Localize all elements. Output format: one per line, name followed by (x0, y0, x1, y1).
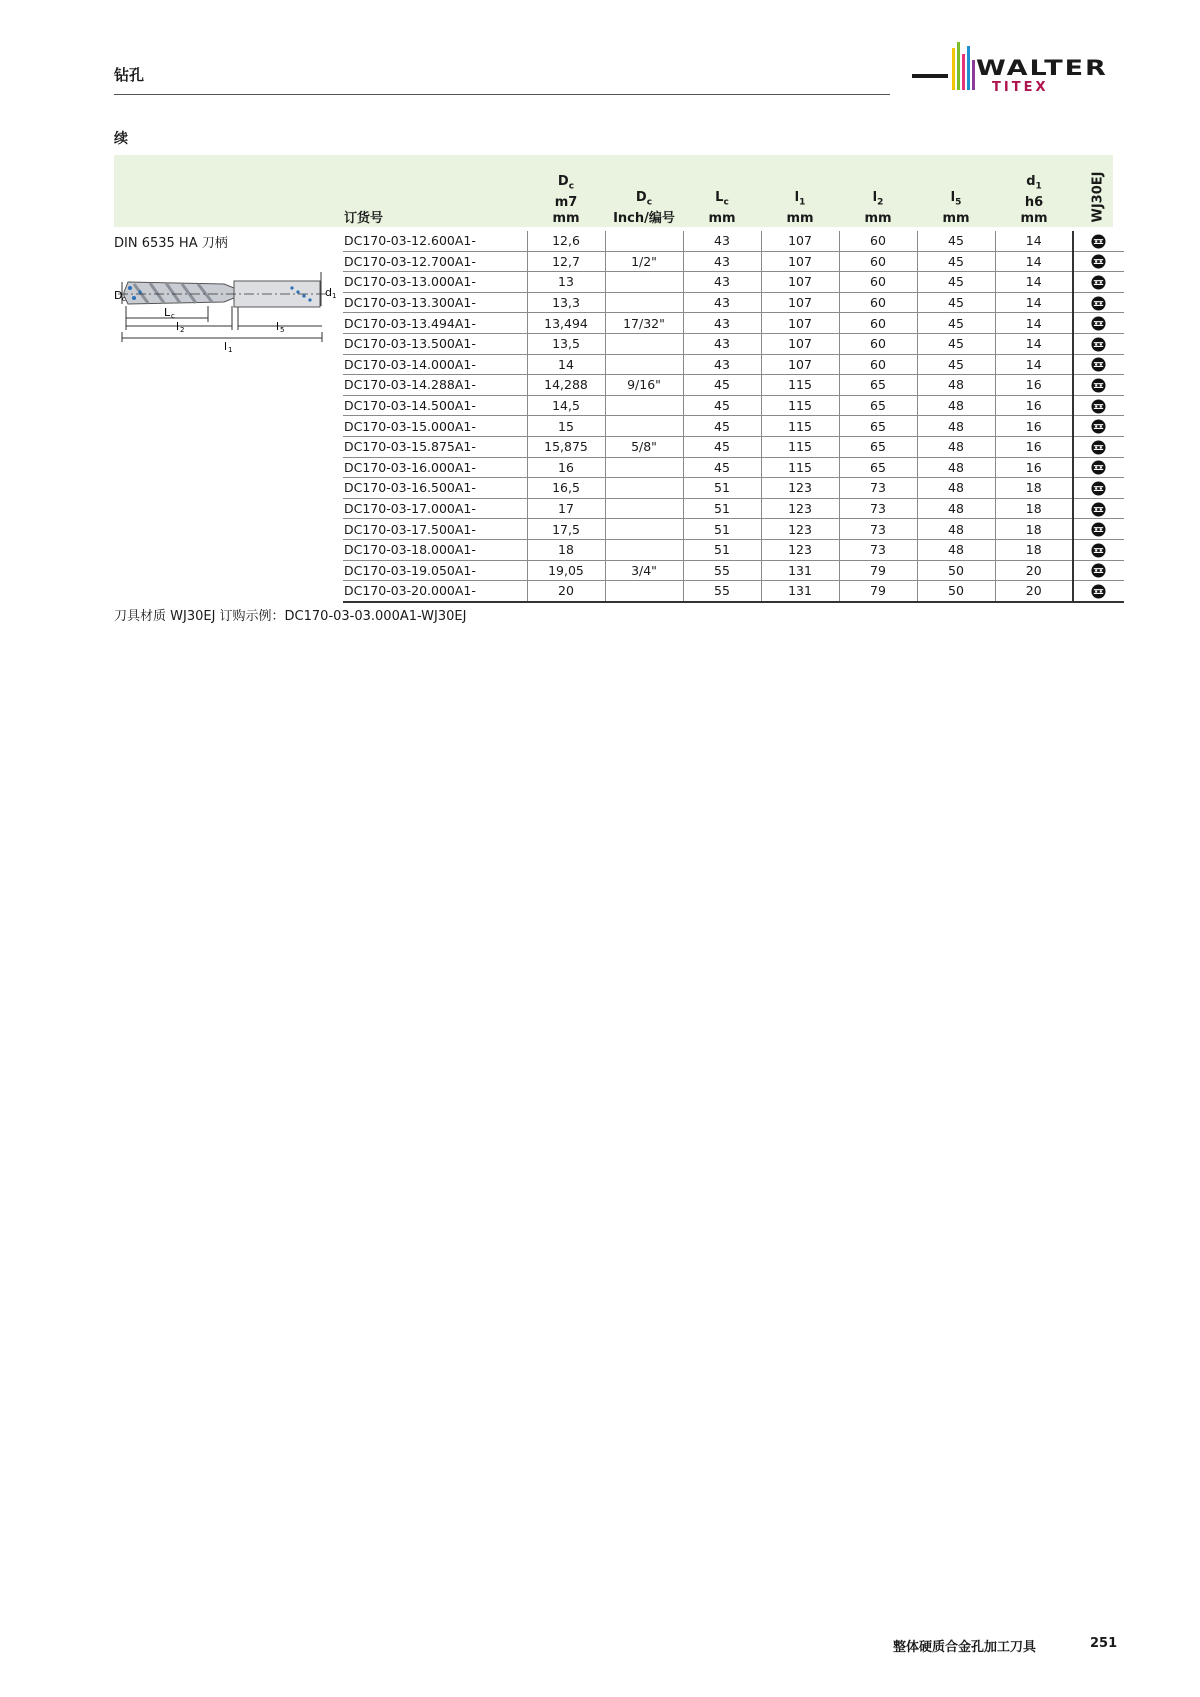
cell-dc-inch: 17/32" (605, 313, 683, 334)
cell-order-code: DC170-03-13.500A1- (343, 333, 527, 354)
cell-l2: 79 (839, 560, 917, 581)
cell-grade (1073, 519, 1124, 540)
grade-available-icon (1091, 501, 1106, 516)
cell-dc-inch (605, 457, 683, 478)
cell-dc-inch (605, 395, 683, 416)
cell-lc: 45 (683, 375, 761, 396)
cell-l1: 107 (761, 354, 839, 375)
dim-l1-sub: 1 (228, 346, 233, 354)
cell-d1: 14 (995, 272, 1073, 293)
cell-dc-inch (605, 416, 683, 437)
col-dc-m7-sub: c (568, 182, 575, 192)
cell-order-code: DC170-03-13.300A1- (343, 292, 527, 313)
col-grade (1073, 155, 1124, 231)
cell-l2: 60 (839, 251, 917, 272)
col-dc-inch-sub: c (646, 198, 653, 208)
col-order: 订货号 (344, 211, 384, 226)
cell-l5: 45 (917, 292, 995, 313)
col-dc-m7-unit: mm (552, 211, 580, 226)
cell-lc: 45 (683, 436, 761, 457)
col-dc-m7 (527, 155, 605, 231)
col-lc-sub: c (723, 198, 729, 208)
col-l5-sub: 5 (955, 198, 962, 208)
dim-dc-label: D (114, 289, 123, 302)
cell-dc-mm: 20 (527, 581, 605, 602)
cell-grade (1073, 416, 1124, 437)
col-d1 (995, 155, 1073, 231)
shank-type-label: DIN 6535 HA 刀柄 (114, 236, 228, 251)
cell-lc: 55 (683, 560, 761, 581)
cell-lc: 43 (683, 251, 761, 272)
cell-d1: 14 (995, 354, 1073, 375)
cell-dc-mm: 16,5 (527, 478, 605, 499)
cell-grade (1073, 292, 1124, 313)
col-l2-sym: l (872, 190, 878, 206)
cell-order-code: DC170-03-15.875A1- (343, 436, 527, 457)
logo-dash (912, 74, 948, 78)
cell-grade (1073, 313, 1124, 334)
col-d1-sub: 1 (1035, 182, 1042, 192)
table-row (343, 519, 1124, 540)
cell-l2: 73 (839, 519, 917, 540)
cell-dc-mm: 12,6 (527, 231, 605, 251)
cell-order-code: DC170-03-15.000A1- (343, 416, 527, 437)
cell-dc-inch (605, 519, 683, 540)
cell-lc: 45 (683, 395, 761, 416)
cell-l2: 65 (839, 416, 917, 437)
table-row (343, 395, 1124, 416)
cell-l5: 45 (917, 333, 995, 354)
cell-lc: 43 (683, 333, 761, 354)
page-footer-label: 整体硬质合金孔加工刀具 (893, 1640, 1037, 1655)
cell-l1: 115 (761, 395, 839, 416)
cell-l1: 123 (761, 519, 839, 540)
cell-lc: 43 (683, 292, 761, 313)
col-l1-sub: 1 (799, 198, 806, 208)
table-row (343, 251, 1124, 272)
cell-order-code: DC170-03-16.000A1- (343, 457, 527, 478)
table-row (343, 272, 1124, 293)
cell-l2: 65 (839, 457, 917, 478)
dim-l5-label: l (276, 320, 280, 333)
cell-l5: 48 (917, 539, 995, 560)
cell-dc-mm: 14 (527, 354, 605, 375)
cell-order-code: DC170-03-20.000A1- (343, 581, 527, 602)
cell-dc-mm: 13,3 (527, 292, 605, 313)
table-row (343, 231, 1124, 251)
cell-d1: 20 (995, 560, 1073, 581)
cell-l5: 48 (917, 416, 995, 437)
cell-l5: 50 (917, 581, 995, 602)
cell-l1: 115 (761, 416, 839, 437)
cell-grade (1073, 436, 1124, 457)
col-dc-inch-unit: Inch/编号 (613, 211, 675, 226)
table-row (343, 375, 1124, 396)
cell-dc-inch (605, 478, 683, 499)
cell-l1: 123 (761, 478, 839, 499)
cell-l5: 45 (917, 231, 995, 251)
cell-dc-mm: 12,7 (527, 251, 605, 272)
cell-order-code: DC170-03-12.700A1- (343, 251, 527, 272)
col-l1-unit: mm (786, 211, 814, 226)
cell-d1: 16 (995, 436, 1073, 457)
cell-lc: 51 (683, 519, 761, 540)
cell-l2: 60 (839, 231, 917, 251)
dim-l2-sub: 2 (180, 326, 185, 334)
table-row (343, 436, 1124, 457)
grade-available-icon (1091, 233, 1106, 248)
cell-dc-mm: 13 (527, 272, 605, 293)
cell-l5: 48 (917, 519, 995, 540)
cell-order-code: DC170-03-14.000A1- (343, 354, 527, 375)
table-row (343, 313, 1124, 334)
grade-available-icon (1091, 377, 1106, 392)
cell-l1: 123 (761, 498, 839, 519)
cell-l1: 131 (761, 581, 839, 602)
cell-d1: 16 (995, 375, 1073, 396)
cell-lc: 51 (683, 539, 761, 560)
cell-dc-mm: 17 (527, 498, 605, 519)
cell-d1: 14 (995, 251, 1073, 272)
cell-l1: 107 (761, 251, 839, 272)
col-l2-sub: 2 (877, 198, 884, 208)
table-row (343, 539, 1124, 560)
cell-dc-mm: 18 (527, 539, 605, 560)
cell-dc-inch (605, 354, 683, 375)
logo-bar-4 (967, 46, 970, 90)
table-row (343, 416, 1124, 437)
cell-lc: 43 (683, 354, 761, 375)
cell-dc-inch (605, 292, 683, 313)
cell-dc-inch (605, 581, 683, 602)
cell-order-code: DC170-03-13.494A1- (343, 313, 527, 334)
cell-dc-mm: 13,5 (527, 333, 605, 354)
cell-d1: 16 (995, 457, 1073, 478)
cell-grade (1073, 498, 1124, 519)
cell-l2: 65 (839, 375, 917, 396)
cell-l5: 45 (917, 251, 995, 272)
cell-l2: 60 (839, 292, 917, 313)
grade-available-icon (1091, 418, 1106, 433)
cell-grade (1073, 272, 1124, 293)
cell-l2: 73 (839, 539, 917, 560)
cell-dc-inch: 1/2" (605, 251, 683, 272)
col-d1-sym: d (1026, 174, 1036, 190)
continued-label: 续 (114, 131, 128, 147)
cell-l5: 45 (917, 354, 995, 375)
cell-l2: 65 (839, 436, 917, 457)
cell-dc-inch (605, 539, 683, 560)
cell-dc-inch (605, 231, 683, 251)
logo-bar-2 (957, 42, 960, 90)
dim-d1-sub: 1 (332, 292, 337, 300)
col-dc-inch-sym: D (635, 190, 647, 206)
cell-d1: 14 (995, 292, 1073, 313)
logo-bar-3 (962, 54, 965, 90)
logo-bar-5 (972, 60, 975, 90)
cell-grade (1073, 354, 1124, 375)
col-l1-sym: l (794, 190, 800, 206)
cell-d1: 18 (995, 498, 1073, 519)
cell-l2: 65 (839, 395, 917, 416)
cell-l5: 45 (917, 313, 995, 334)
cell-grade (1073, 251, 1124, 272)
grade-available-icon (1091, 439, 1106, 454)
cell-lc: 45 (683, 457, 761, 478)
cell-dc-mm: 17,5 (527, 519, 605, 540)
cell-l1: 107 (761, 313, 839, 334)
cell-l1: 107 (761, 333, 839, 354)
cell-grade (1073, 395, 1124, 416)
cell-d1: 18 (995, 478, 1073, 499)
logo-sub: TITEX (992, 80, 1049, 95)
cell-dc-inch: 5/8" (605, 436, 683, 457)
table-row (343, 457, 1124, 478)
col-grade-label: WJ30EJ (1090, 171, 1106, 223)
cell-l2: 60 (839, 333, 917, 354)
col-d1-unit: mm (1020, 211, 1048, 226)
cell-d1: 14 (995, 333, 1073, 354)
col-dc-m7-sym: D (557, 174, 569, 190)
cell-dc-mm: 14,5 (527, 395, 605, 416)
cell-order-code: DC170-03-17.000A1- (343, 498, 527, 519)
cell-l5: 45 (917, 272, 995, 293)
cell-l1: 107 (761, 292, 839, 313)
cell-order-code: DC170-03-19.050A1- (343, 560, 527, 581)
cell-order-code: DC170-03-17.500A1- (343, 519, 527, 540)
cell-lc: 43 (683, 231, 761, 251)
cell-d1: 14 (995, 231, 1073, 251)
cell-order-code: DC170-03-14.500A1- (343, 395, 527, 416)
cell-d1: 18 (995, 539, 1073, 560)
cell-d1: 14 (995, 313, 1073, 334)
col-d1-tol: h6 (1024, 195, 1044, 210)
cell-l5: 48 (917, 498, 995, 519)
cell-l5: 48 (917, 478, 995, 499)
cell-l5: 48 (917, 395, 995, 416)
cell-grade (1073, 539, 1124, 560)
cell-lc: 51 (683, 478, 761, 499)
cell-grade (1073, 333, 1124, 354)
grade-available-icon (1091, 336, 1106, 351)
cell-d1: 16 (995, 395, 1073, 416)
cell-lc: 51 (683, 498, 761, 519)
cell-l2: 79 (839, 581, 917, 602)
cell-grade (1073, 581, 1124, 602)
cell-grade (1073, 375, 1124, 396)
cell-dc-inch (605, 272, 683, 293)
table-header-row (343, 155, 1124, 231)
table-row (343, 581, 1124, 602)
cell-d1: 18 (995, 519, 1073, 540)
dim-l2-label: l (176, 320, 180, 333)
col-l2 (839, 155, 917, 231)
grade-available-icon (1091, 295, 1106, 310)
cell-lc: 43 (683, 313, 761, 334)
cell-l1: 131 (761, 560, 839, 581)
walter-titex-logo (912, 44, 1116, 98)
grade-available-icon (1091, 542, 1106, 557)
footer-note: 刀具材质 WJ30EJ 订购示例：DC170-03-03.000A1-WJ30EJ (114, 609, 467, 624)
col-l5 (917, 155, 995, 231)
cell-l1: 123 (761, 539, 839, 560)
grade-available-icon (1091, 253, 1106, 268)
cell-order-code: DC170-03-13.000A1- (343, 272, 527, 293)
grade-available-icon (1091, 480, 1106, 495)
grade-available-icon (1091, 356, 1106, 371)
table-body (343, 231, 1124, 602)
cell-l1: 107 (761, 231, 839, 251)
cell-l5: 48 (917, 375, 995, 396)
cell-dc-mm: 14,288 (527, 375, 605, 396)
cell-l2: 73 (839, 498, 917, 519)
cell-dc-inch: 3/4" (605, 560, 683, 581)
dim-lc-sub: c (171, 312, 175, 320)
table-row (343, 560, 1124, 581)
logo-bar-1 (952, 48, 955, 90)
col-l1 (761, 155, 839, 231)
drill-dimension-drawing (114, 262, 338, 362)
header-rule (114, 94, 890, 95)
drill-order-table (343, 155, 1124, 603)
cell-l5: 48 (917, 436, 995, 457)
col-lc-unit: mm (708, 211, 736, 226)
cell-l1: 115 (761, 457, 839, 478)
col-lc (683, 155, 761, 231)
cell-l1: 115 (761, 375, 839, 396)
page-section-title: 钻孔 (114, 66, 145, 84)
page-number: 251 (1090, 1636, 1118, 1651)
cell-lc: 43 (683, 272, 761, 293)
col-l2-unit: mm (864, 211, 892, 226)
cell-grade (1073, 231, 1124, 251)
col-lc-sym: L (715, 190, 724, 206)
cell-dc-mm: 15,875 (527, 436, 605, 457)
cell-d1: 20 (995, 581, 1073, 602)
cell-dc-mm: 15 (527, 416, 605, 437)
dim-lc-label: L (164, 306, 171, 319)
table-row (343, 478, 1124, 499)
table-row (343, 333, 1124, 354)
cell-dc-mm: 13,494 (527, 313, 605, 334)
grade-available-icon (1091, 521, 1106, 536)
dim-l5-sub: 5 (280, 326, 285, 334)
cell-l5: 50 (917, 560, 995, 581)
cell-grade (1073, 478, 1124, 499)
cell-l2: 73 (839, 478, 917, 499)
cell-grade (1073, 457, 1124, 478)
cell-order-code: DC170-03-12.600A1- (343, 231, 527, 251)
table-row (343, 292, 1124, 313)
table-row (343, 354, 1124, 375)
grade-available-icon (1091, 459, 1106, 474)
cell-l2: 60 (839, 354, 917, 375)
cell-lc: 55 (683, 581, 761, 602)
col-dc-inch (605, 155, 683, 231)
cell-l1: 107 (761, 272, 839, 293)
cell-dc-mm: 19,05 (527, 560, 605, 581)
cell-order-code: DC170-03-16.500A1- (343, 478, 527, 499)
grade-available-icon (1091, 315, 1106, 330)
cell-dc-inch (605, 333, 683, 354)
cell-l1: 115 (761, 436, 839, 457)
grade-available-icon (1091, 562, 1106, 577)
cell-lc: 45 (683, 416, 761, 437)
cell-dc-inch: 9/16" (605, 375, 683, 396)
dim-l1-label: l (224, 340, 228, 353)
dim-dc-sub: c (122, 295, 126, 303)
cell-grade (1073, 560, 1124, 581)
cell-order-code: DC170-03-18.000A1- (343, 539, 527, 560)
cell-l5: 48 (917, 457, 995, 478)
col-l5-unit: mm (942, 211, 970, 226)
dim-d1-label: d (325, 286, 332, 299)
cell-dc-inch (605, 498, 683, 519)
table-row (343, 498, 1124, 519)
cell-l2: 60 (839, 313, 917, 334)
cell-dc-mm: 16 (527, 457, 605, 478)
logo-word: WALTER (976, 56, 1108, 81)
cell-l2: 60 (839, 272, 917, 293)
col-dc-m7-tol: m7 (554, 195, 578, 210)
grade-available-icon (1091, 583, 1106, 598)
col-l5-sym: l (950, 190, 956, 206)
cell-d1: 16 (995, 416, 1073, 437)
grade-available-icon (1091, 274, 1106, 289)
cell-order-code: DC170-03-14.288A1- (343, 375, 527, 396)
grade-available-icon (1091, 398, 1106, 413)
